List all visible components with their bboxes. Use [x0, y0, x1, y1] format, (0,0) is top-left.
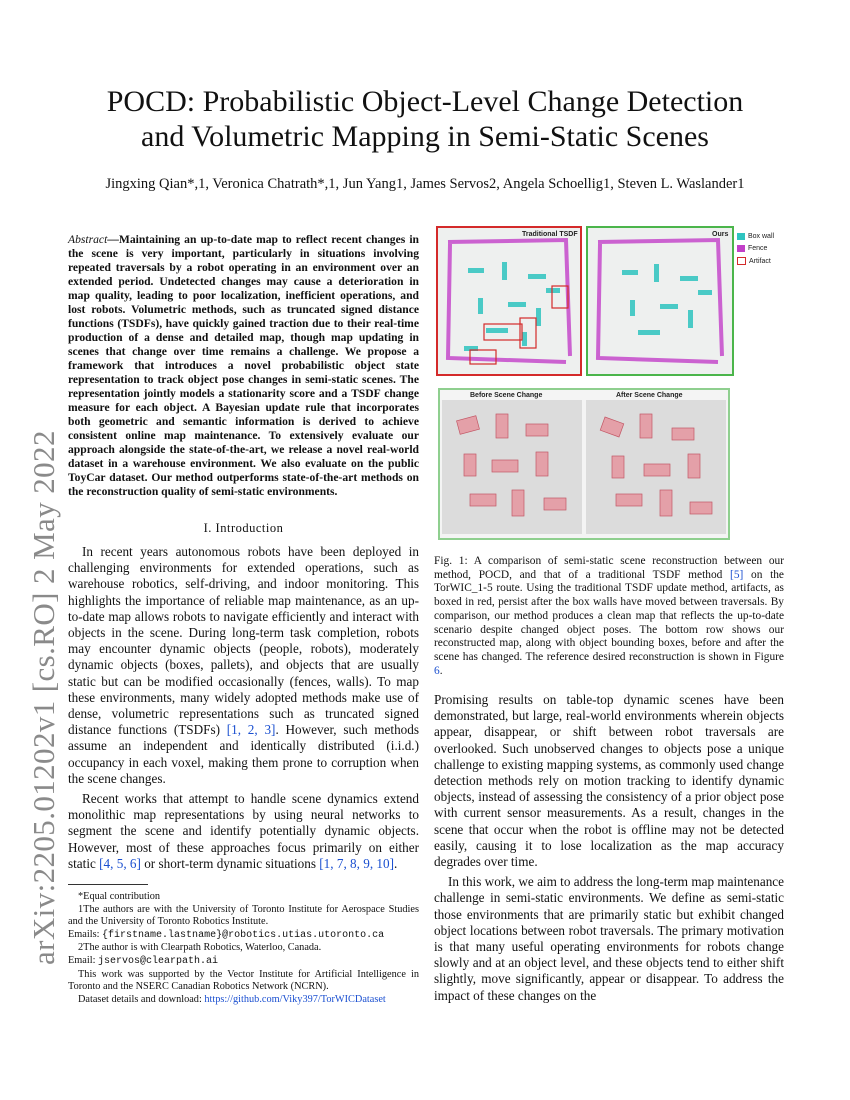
ours-panel — [586, 226, 734, 376]
right-paragraph-2: In this work, we aim to address the long-term map maintenance challenge in semi-static environments. We define as semi-static those environments that are primarily static but exhibit changed object locations between robot traversals. The primary motivation is that many useful operating environments for robots change slowly and at an object level, and these objects tend to either shift slightly, move significantly, appear or disappear. To address the impact of these changes on the — [434, 874, 784, 1003]
ours-map-graphic — [588, 228, 732, 374]
label-ours: Ours — [712, 231, 729, 238]
intro-paragraph-2: Recent works that attempt to handle scene dynamics extend monolithic map representations by using neural networks to segment the scene and identify potentially dynamic objects. However, most of these approaches focus primarily on either static [4, 5, 6] or short-term dynamic situations [1, 7, 8, 9, 10]. — [68, 791, 419, 871]
figure-caption: Fig. 1: A comparison of semi-static scene reconstruction between our method, POCD, and that of a traditional TSDF method [5] on the TorWIC_1-5 route. Using the traditional TSDF update method, artifacts, as boxed in red, persist after the box walls have moved between traversals. By comparison, our method produces a clean map that reflects the up-to-date scenario despite changed object poses. The bottom row shows our reconstructed map, along with object bounding boxes, before and after the scene has changed. The reference desired reconstruction is shown in Figure 6. — [434, 555, 784, 677]
right-paragraph-1: Promising results on table-top dynamic scenes have been demonstrated, but large, real-world environments wherein objects appear, disappear, or shift between robot traversals are overlooked. Such unobserved changes to objects pose a unique challenge to existing mapping systems, as commonly used change detection methods rely on motion tracking to identify dynamic objects, instead of assessing the consistency of a prior object pose with current sensor measurements. As a result, changes in the scene that occur when the robot is offline may not be detected easily, causing it to lose localization as the map accuracy degrades over time. — [434, 692, 784, 870]
author-list: Jingxing Qian*,1, Veronica Chatrath*,1, Jun Yang1, James Servos2, Angela Schoellig1, Steven L. Waslander1 — [105, 176, 745, 192]
label-traditional-tsdf: Traditional TSDF — [522, 231, 578, 238]
abstract-label: Abstract — [68, 233, 108, 246]
label-before: Before Scene Change — [470, 392, 543, 399]
footnote-dataset: Dataset details and download: https://github.com/Viky397/TorWICDataset — [78, 993, 386, 1005]
footnote-2-email: Email: jservos@clearpath.ai — [68, 954, 219, 967]
swatch-icon — [737, 233, 745, 240]
legend-artifact: Artifact — [737, 257, 774, 265]
bottom-panel — [438, 388, 730, 540]
dataset-link[interactable]: https://github.com/Viky397/TorWICDataset — [204, 993, 386, 1005]
figure-1 — [436, 226, 786, 546]
figure-legend — [737, 233, 774, 270]
footnote-1: 1The authors are with the University of Toronto Institute for Aerospace Studies and the University of Toronto Robotics Institute. — [68, 903, 419, 928]
legend-box-wall: Box wall — [737, 233, 774, 240]
footnotes — [68, 891, 419, 1006]
intro-paragraph-1: In recent years autonomous robots have been deployed in challenging environments for extended operations, such as warehouse robotics, self-driving, and indoor monitoring. This highlights the importance of reliable map maintenance, as an up-to-date map allows robots to navigate efficiently and interact with objects in the scene. During long-term task completion, robots may encounter dynamic objects (people, robots), moderately dynamic objects (boxes, pallets), and objects that are usually static but can be modified occasionally (fences, walls). To map these environments, many widely adopted methods make use of dense, volumetric representations such as truncated signed distance functions (TSDFs) [1, 2, 3]. However, such methods assume an independent and identically distributed (i.i.d.) occupancy in each voxel, making them prone to corruption when the scene changes. — [68, 544, 419, 786]
tsdf-panel — [436, 226, 582, 376]
tsdf-map-graphic — [438, 228, 580, 374]
intro-body — [68, 544, 419, 876]
section-heading: I. Introduction — [203, 521, 284, 535]
citation-link[interactable]: [4, 5, 6] — [99, 855, 141, 871]
title-line-1: POCD: Probabilistic Object-Level Change Detection — [106, 85, 744, 118]
figure-ref-link[interactable]: 6 — [434, 664, 440, 677]
right-body — [434, 692, 784, 1008]
footnote-equal: *Equal contribution — [78, 891, 161, 902]
footnote-support: This work was supported by the Vector Institute for Artificial Intelligence in Toronto and the NSERC Canadian Robotics Network (NCRN). — [68, 968, 419, 993]
citation-link[interactable]: [5] — [730, 568, 744, 581]
citation-link[interactable]: [1, 2, 3] — [226, 722, 276, 738]
abstract — [68, 233, 419, 499]
swatch-icon — [737, 257, 746, 265]
label-after: After Scene Change — [616, 392, 683, 399]
footnote-rule — [68, 884, 148, 885]
before-after-graphic — [440, 390, 728, 538]
citation-link[interactable]: [1, 7, 8, 9, 10] — [319, 855, 395, 871]
paper-title — [40, 84, 810, 154]
footnote-1-emails: Emails: {firstname.lastname}@robotics.utias.utoronto.ca — [68, 928, 385, 941]
title-line-2: and Volumetric Mapping in Semi-Static Scenes — [141, 120, 709, 153]
legend-fence: Fence — [737, 245, 774, 252]
abstract-text: —Maintaining an up-to-date map to reflect recent changes in the scene is very important, particularly in situations involving repeated traversals by a robot operating in an environment over an extended period. Undetected changes may cause a deterioration in map quality, leading to poor localization, inefficient operations, and lost robots. Volumetric methods, such as truncated signed distance functions (TSDFs), have quickly gained traction due to their real-time production of a dense and detailed map, though map updating in scenes that change over time remains a challenge. We propose a framework that introduces a novel probabilistic object state representation to track object pose changes in semi-static scenes. The representation jointly models a stationarity score and a TSDF change measure for each object. A Bayesian update rule that incorporates both geometric and semantic information is derived to achieve consistent online map maintenance. To extensively evaluate our approach alongside the state-of-the-art, we release a novel real-world dataset in a warehouse environment. We also evaluate on the public ToyCar dataset. Our method outperforms state-of-the-art methods on the reconstruction quality of semi-static environments. — [68, 233, 419, 498]
swatch-icon — [737, 245, 745, 252]
arxiv-side-label: arXiv:2205.01202v1 [cs.RO] 2 May 2022 — [26, 430, 61, 965]
footnote-2: 2The author is with Clearpath Robotics, Waterloo, Canada. — [78, 942, 322, 954]
